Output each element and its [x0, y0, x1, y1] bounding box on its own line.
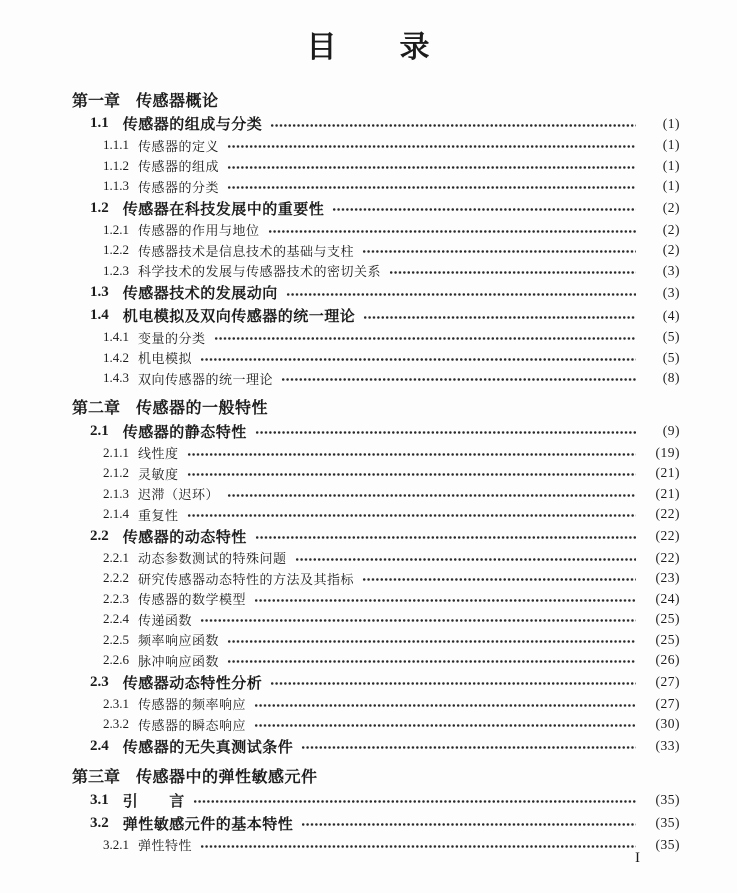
entry-page-number: (30) — [655, 716, 680, 732]
entry-page-number: (4) — [662, 307, 680, 323]
entry-number: 1.1.2 — [103, 157, 129, 173]
entry-page-number: (25) — [655, 631, 680, 647]
dot-leader — [227, 164, 636, 171]
entry-page-number: (1) — [662, 115, 680, 131]
entry-title: 传感器的定义 — [138, 138, 220, 154]
entry-page-number: (2) — [662, 200, 680, 215]
entry-page-number: (2) — [662, 221, 680, 237]
entry-page-number: (1) — [662, 157, 680, 173]
entry-number: 2.1.2 — [103, 465, 129, 481]
entry-number: 1.2.1 — [103, 221, 129, 237]
dot-leader — [301, 744, 636, 751]
entry-title: 传感器的动态特性 — [122, 529, 247, 546]
dot-leader — [187, 451, 636, 458]
entry-number: 2.1.4 — [103, 506, 129, 522]
dot-leader — [227, 184, 636, 191]
entry-title: 重复性 — [138, 507, 179, 523]
toc-chapter-row — [72, 86, 680, 112]
dot-leader — [362, 248, 636, 255]
entry-number: 1.4.2 — [103, 349, 129, 365]
dot-leader — [255, 429, 636, 436]
entry-page-number: (27) — [655, 674, 680, 689]
entry-number: 1.2.3 — [103, 262, 129, 278]
entry-title: 传感器概论 — [136, 90, 219, 110]
dot-leader — [286, 291, 636, 298]
entry-number: 3.2 — [90, 814, 109, 831]
dot-leader — [200, 356, 636, 363]
entry-title: 传感器的无失真测试条件 — [122, 739, 294, 756]
toc-subsection-row — [72, 568, 680, 589]
entry-page-number: (2) — [662, 242, 680, 258]
dot-leader — [187, 512, 636, 519]
dot-leader — [254, 702, 636, 709]
dot-leader — [254, 597, 636, 604]
entry-title: 传感器的组成 — [138, 159, 220, 175]
dot-leader — [268, 228, 636, 235]
entry-title: 传感器的一般特性 — [136, 398, 269, 417]
toc-subsection-row — [72, 835, 680, 856]
entry-number: 2.2 — [90, 527, 109, 544]
toc-section-row — [72, 525, 680, 548]
entry-page-number: (21) — [655, 465, 680, 481]
entry-page-number: (27) — [655, 695, 680, 711]
entry-page-number: (1) — [662, 137, 680, 153]
dot-leader — [200, 617, 636, 624]
entry-number: 2.2.3 — [103, 590, 129, 606]
dot-leader — [255, 534, 636, 541]
entry-number: 2.3.1 — [103, 695, 129, 711]
entry-page-number: (22) — [655, 549, 680, 565]
toc-subsection-row — [72, 327, 680, 348]
entry-number: 2.1 — [90, 422, 109, 439]
entry-title: 线性度 — [138, 446, 179, 462]
entry-number: 1.1.3 — [103, 178, 129, 194]
entry-page-number: (5) — [662, 329, 680, 345]
toc-subsection-row — [72, 443, 680, 464]
entry-title: 传感器的静态特性 — [122, 424, 247, 441]
entry-page-number: (8) — [662, 370, 680, 386]
toc-chapter-row — [72, 394, 680, 420]
entry-title: 双向传感器的统一理论 — [138, 371, 274, 387]
entry-number: 2.3.2 — [103, 716, 129, 732]
entry-title: 弹性敏感元件的基本特性 — [122, 816, 294, 833]
toc-subsection-row — [72, 176, 680, 197]
entry-page-number: (19) — [655, 444, 680, 460]
toc-subsection-row — [72, 348, 680, 369]
entry-page-number: (5) — [662, 349, 680, 365]
entry-page-number: (1) — [662, 178, 680, 194]
dot-leader — [301, 821, 636, 828]
entry-title: 引 言 — [122, 793, 185, 810]
entry-title: 传感器的作用与地位 — [138, 223, 260, 239]
entry-number: 第一章 — [72, 90, 121, 110]
toc-subsection-row — [72, 261, 680, 282]
entry-page-number: (33) — [655, 738, 680, 753]
toc-subsection-row — [72, 504, 680, 525]
page-title: 目 录 — [306, 30, 431, 65]
entry-number: 2.4 — [90, 737, 109, 754]
dot-leader — [362, 576, 636, 583]
dot-leader — [389, 269, 636, 276]
dot-leader — [295, 556, 636, 563]
entry-number: 2.1.3 — [103, 485, 129, 501]
dot-leader — [227, 638, 636, 645]
entry-title: 传感器的数学模型 — [138, 592, 247, 608]
dot-leader — [227, 143, 636, 150]
toc-section-row — [72, 735, 680, 758]
toc-subsection-row — [72, 220, 680, 241]
entry-title: 机电模拟及双向传感器的统一理论 — [122, 309, 356, 325]
entry-page-number: (3) — [662, 262, 680, 278]
dot-leader — [281, 376, 636, 383]
toc-section-row — [72, 197, 680, 220]
entry-number: 2.2.1 — [103, 549, 129, 565]
toc-subsection-row — [72, 650, 680, 671]
entry-page-number: (9) — [662, 423, 680, 438]
dot-leader — [193, 798, 636, 805]
dot-leader — [200, 843, 636, 850]
entry-number: 2.1.1 — [103, 444, 129, 460]
dot-leader — [214, 335, 636, 342]
toc-section-row — [72, 304, 680, 327]
entry-title: 传感器的分类 — [138, 179, 220, 195]
entry-page-number: (35) — [655, 836, 680, 852]
dot-leader — [270, 680, 636, 687]
entry-title: 传感器动态特性分析 — [122, 675, 263, 692]
toc-subsection-row — [72, 694, 680, 715]
entry-number: 1.2.2 — [103, 242, 129, 258]
entry-number: 1.1.1 — [103, 137, 129, 153]
entry-title: 传感器在科技发展中的重要性 — [122, 201, 325, 218]
entry-page-number: (26) — [655, 652, 680, 668]
toc-subsection-row — [72, 156, 680, 177]
entry-number: 2.2.4 — [103, 611, 129, 627]
entry-title: 传递函数 — [138, 612, 193, 628]
entry-page-number: (22) — [655, 528, 680, 543]
entry-title: 弹性特性 — [138, 838, 193, 854]
entry-number: 第三章 — [72, 767, 121, 786]
entry-page-number: (22) — [655, 506, 680, 522]
entry-number: 3.1 — [90, 791, 109, 808]
entry-page-number: (35) — [655, 815, 680, 830]
toc-subsection-row — [72, 630, 680, 651]
entry-page-number: (3) — [662, 284, 680, 300]
entry-number: 2.3 — [90, 673, 109, 690]
toc-subsection-row — [72, 714, 680, 735]
dot-leader — [363, 314, 636, 321]
entry-title: 传感器技术的发展动向 — [122, 286, 278, 302]
entry-title: 传感器的频率响应 — [138, 697, 247, 713]
entry-title: 动态参数测试的特殊问题 — [138, 551, 287, 567]
toc-subsection-row — [72, 589, 680, 610]
entry-title: 灵敏度 — [138, 466, 179, 482]
entry-title: 科学技术的发展与传感器技术的密切关系 — [138, 264, 382, 280]
toc-section-row — [72, 112, 680, 135]
toc-subsection-row — [72, 368, 680, 389]
dot-leader — [187, 471, 636, 478]
toc-section-row — [72, 420, 680, 443]
entry-page-number: (35) — [655, 792, 680, 807]
dot-leader — [227, 492, 636, 499]
entry-number: 1.1 — [90, 115, 109, 131]
toc-section-row — [72, 812, 680, 835]
entry-number: 1.2 — [90, 199, 109, 216]
entry-number: 1.4.1 — [103, 329, 129, 345]
entry-page-number: (25) — [655, 611, 680, 627]
entry-title: 脉冲响应函数 — [138, 653, 220, 669]
toc-chapter-row — [72, 763, 680, 789]
toc-subsection-row — [72, 240, 680, 261]
entry-title: 传感器的组成与分类 — [122, 117, 263, 133]
entry-title: 研究传感器动态特性的方法及其指标 — [138, 571, 355, 587]
toc-subsection-row — [72, 463, 680, 484]
dot-leader — [332, 206, 636, 213]
toc-section-row — [72, 671, 680, 694]
entry-title: 传感器中的弹性敏感元件 — [136, 767, 318, 786]
entry-number: 2.2.5 — [103, 631, 129, 647]
toc-subsection-row — [72, 609, 680, 630]
entry-title: 频率响应函数 — [138, 633, 220, 649]
entry-title: 迟滞（迟环） — [138, 487, 220, 503]
entry-number: 第二章 — [72, 398, 121, 417]
entry-number: 1.4.3 — [103, 370, 129, 386]
toc-section-row — [72, 789, 680, 812]
entry-number: 3.2.1 — [103, 836, 129, 852]
entry-page-number: (23) — [655, 570, 680, 586]
entry-page-number: (24) — [655, 590, 680, 606]
dot-leader — [254, 722, 636, 729]
toc-subsection-row — [72, 548, 680, 569]
entry-number: 1.3 — [90, 284, 109, 300]
footer-page-number: I — [635, 850, 640, 866]
toc-subsection-row — [72, 135, 680, 156]
entry-page-number: (21) — [655, 485, 680, 501]
dot-leader — [227, 658, 636, 665]
entry-title: 机电模拟 — [138, 351, 193, 367]
entry-title: 传感器技术是信息技术的基础与支柱 — [138, 243, 355, 259]
entry-number: 2.2.6 — [103, 652, 129, 668]
entry-number: 1.4 — [90, 307, 109, 323]
entry-title: 传感器的瞬态响应 — [138, 717, 247, 733]
toc-list — [0, 86, 737, 855]
dot-leader — [270, 122, 636, 129]
entry-number: 2.2.2 — [103, 570, 129, 586]
entry-title: 变量的分类 — [138, 330, 206, 346]
toc-subsection-row — [72, 484, 680, 505]
toc-section-row — [72, 281, 680, 304]
